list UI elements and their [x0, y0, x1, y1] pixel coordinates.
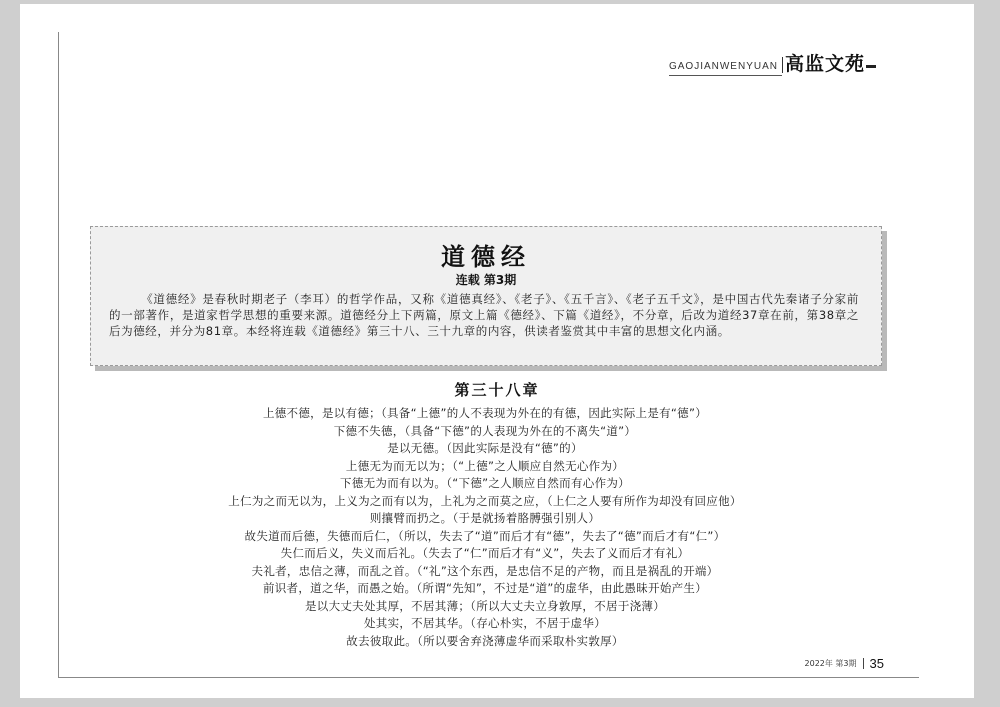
header-ornament [866, 65, 876, 68]
header-chinese: 高监文苑 [784, 53, 865, 75]
verse-line: 下德无为而有以为。（“下德”之人顺应自然而有心作为） [340, 476, 630, 490]
verse-line: 是以大丈夫处其厚，不居其薄；（所以大丈夫立身敦厚，不居于浇薄） [304, 598, 666, 613]
verse-line: 是以无德。（因此实际是没有“德”的） [387, 441, 583, 455]
verse-list [90, 405, 880, 650]
footer-separator [863, 658, 864, 669]
verse-line: 前识者，道之华，而愚之始。（所谓“先知”，不过是“道”的虚华，由此愚昧开始产生） [262, 581, 708, 595]
chapter-title: 第三十八章 [454, 381, 540, 399]
article-title: 道德经 [441, 243, 531, 271]
magazine-page [20, 4, 974, 698]
verse-line: 处其实，不居其华。（存心朴实，不居于虚华） [363, 616, 607, 630]
verse-line: 故去彼取此。（所以要舍弃浇薄虚华而采取朴实敦厚） [346, 633, 624, 648]
page-footer [805, 656, 884, 671]
verse-line: 下德不失德，（具备“下德”的人表现为外在的不离失“道”） [333, 423, 637, 438]
header-separator [782, 57, 783, 73]
header-english: GAOJIANWENYUAN [669, 61, 782, 76]
verse-line: 夫礼者，忠信之薄，而乱之首。（“礼”这个东西，是忠信不足的产物，而且是祸乱的开端） [251, 563, 719, 578]
verse-line: 上德不德，是以有德；（具备“上德”的人不表现为外在的有德，因此实际上是有“德”） [262, 406, 708, 420]
issue-label: 2022年 第3期 [804, 659, 857, 668]
column-header [669, 49, 876, 76]
verse-line: 上仁为之而无以为，上义为之而有以为，上礼为之而莫之应，（上仁之人要有所作为却没有回应他） [228, 493, 742, 508]
intro-paragraph: 《道德经》是春秋时期老子（李耳）的哲学作品，又称《道德真经》、《老子》、《五千言》、《老子五千文》，是中国古代先秦诸子分家前的一部著作，是道家哲学思想的重要来源。道德经分上下两篇，原文上篇《德经》、下篇《道经》，不分章，后改为道经37章在前，第38章之后为德经，并分为81章。本经将连载《道德经》第三十八、三十九章的内容，供读者鉴赏其中丰富的思想文化内涵。 [109, 292, 859, 338]
verse-line: 失仁而后义，失义而后礼。（失去了“仁”而后才有“义”，失去了义而后才有礼） [280, 546, 690, 560]
intro-box [90, 226, 882, 366]
page-number: 35 [869, 656, 884, 671]
verse-line: 上德无为而无以为；（“上德”之人顺应自然无心作为） [345, 458, 625, 473]
article-subtitle: 连载 第3期 [455, 273, 517, 287]
verse-line: 则攘臂而扔之。（于是就扬着胳膊强引别人） [369, 511, 601, 525]
verse-line: 故失道而后德，失德而后仁，（所以，失去了“道”而后才有“德”，失去了“德”而后才有“仁”） [244, 528, 726, 543]
